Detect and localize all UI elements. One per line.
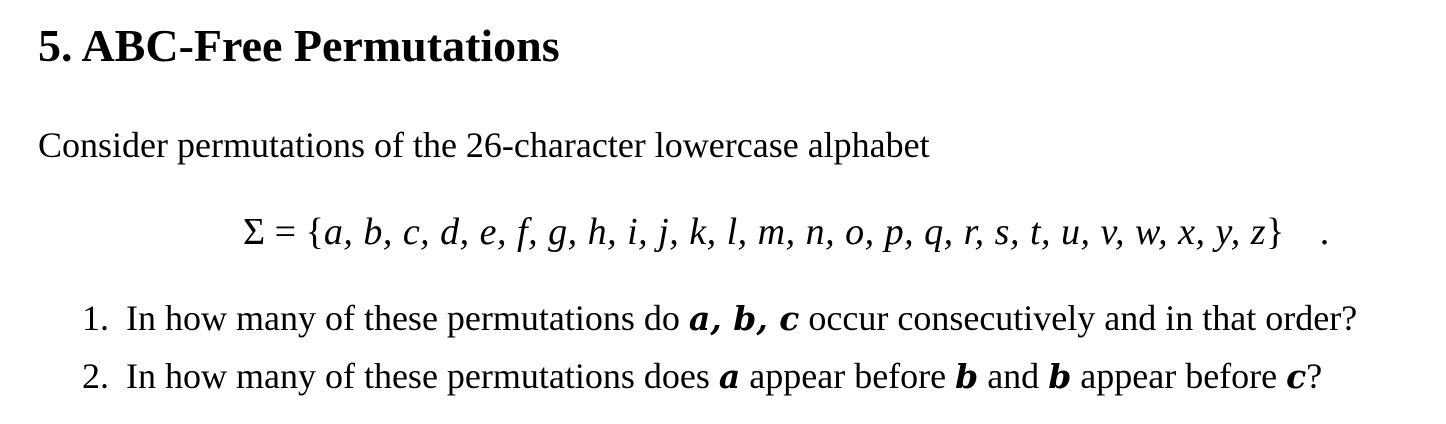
question-mark: ? <box>1306 356 1323 396</box>
question-item-1 <box>82 296 1357 341</box>
math-variable: b <box>955 357 979 396</box>
question-text: appear before <box>1080 356 1278 396</box>
question-text: In how many of these permutations does <box>126 356 710 396</box>
math-variable: c <box>1286 357 1307 396</box>
question-number: 1. <box>82 298 109 338</box>
close-brace: } <box>1266 211 1285 253</box>
problem-heading: 5. ABC-Free Permutations <box>38 20 560 71</box>
equation-period: . <box>1319 211 1330 253</box>
question-text: and <box>987 356 1040 396</box>
equals-sign: = <box>274 211 297 253</box>
sigma-symbol: Σ <box>243 211 266 253</box>
alphabet-set: a, b, c, d, e, f, g, h, i, j, k, l, m, n, o, p, q, r, s, t, u, v, w, x, y, z <box>323 211 1267 253</box>
math-variable: b <box>1048 357 1072 396</box>
math-variable: a <box>718 357 741 396</box>
open-brace: { <box>305 211 324 253</box>
math-variable: a, b, c <box>688 299 800 338</box>
question-text: In how many of these permutations do <box>126 298 680 338</box>
question-text: occur consecutively and in that order? <box>808 298 1358 338</box>
question-item-2 <box>82 354 1322 399</box>
alphabet-equation <box>243 208 1329 256</box>
question-text: appear before <box>749 356 947 396</box>
problem-intro: Consider permutations of the 26-character lowercase alphabet <box>38 125 930 165</box>
question-number: 2. <box>82 356 109 396</box>
